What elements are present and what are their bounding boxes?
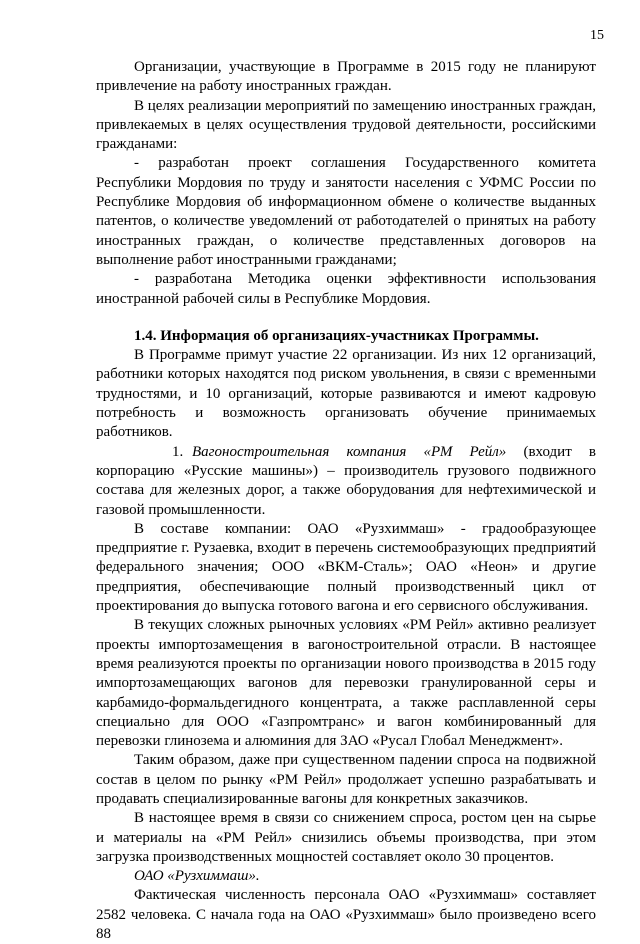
paragraph-organizations-foreign: Организации, участвующие в Программе в 2015 году не планируют привлечение на работу иностранных граждан. (96, 59, 596, 95)
company-name: Вагоностроительная компания «РМ Рейл» (192, 443, 507, 460)
paragraph-conclusion: Таким образом, даже при существенном падении спроса на подвижной состав в целом по рынку «РМ Рейл» продолжает успешно разрабатывать и продавать специализированные вагоны для конкретных заказчиков. (96, 752, 596, 807)
paragraph-production-decline: В настоящее время в связи со снижением спроса, ростом цен на сырье и материалы на «РМ Рейл» снизились объемы производства, при этом загрузка производственных мощностей составляет около 30 процентов. (96, 810, 596, 865)
list-item-number: 1. (172, 443, 184, 460)
bullet-agreement: - разработан проект соглашения Государственного комитета Республики Мордовия по труду и занятости населения с УФМС России по Республике Мордовия об информационном обмене о количестве выданных патентов, о количестве уведомлений от работодателей о принятых на работу иностранных граждан, о количестве представленных договоров на выполнение работ иностранными гражданами; (96, 155, 596, 268)
bullet-methodology: - разработана Методика оценки эффективности использования иностранной рабочей силы в Республике Мордовия. (96, 271, 596, 307)
paragraph-replacement-measures: В целях реализации мероприятий по замещению иностранных граждан, привлекаемых в целях осуществления трудовой деятельности, российскими гражданами: (96, 97, 596, 153)
spacer (96, 309, 596, 327)
paragraph-import-substitution: В текущих сложных рыночных условиях «РМ Рейл» активно реализует проекты импортозамещения в вагоностроительной отрасли. В настоящее время реализуются проекты по организации нового производства в 2015 году импортозамещающих вагонов для перевозки гранулированной серы и карбамидо-формальдегидного концентрата, а также расплавленной серы специально для ООО «Газпромтранс» и вагон комбинированный для перевозки глинозема и алюминия для ЗАО «Русал Глобал Менеджмент». (96, 617, 596, 750)
document-body (96, 58, 596, 944)
subheading-ruzkhimmash: ОАО «Рузхиммаш». (134, 868, 260, 885)
page-number: 15 (590, 28, 604, 43)
paragraph-participants: В Программе примут участие 22 организации. Из них 12 организаций, работники которых находятся под риском увольнения, в связи с временными трудностями, и 10 организаций, которые развиваются и имеют кадровую потребность и возможность организовать обучение принимаемых работников. (96, 347, 596, 441)
list-item-rm-rail (96, 443, 596, 520)
company-description: (входит в корпорацию «Русские машины») – производитель грузового подвижного состава для железных дорог, а также оборудования для нефтехимической и газовой промышленности. (96, 443, 596, 518)
paragraph-company-composition: В составе компании: ОАО «Рузхиммаш» - градообразующее предприятие г. Рузаевка, входит в перечень системообразующих предприятий федерального значения; ООО «ВКМ-Сталь»; ОАО «Неон» и другие предприятия, обеспечивающие полный производственный цикл от проектирования до выпуска готового вагона и его сервисного обслуживания. (96, 520, 596, 615)
section-heading: 1.4. Информация об организациях-участниках Программы. (134, 327, 539, 344)
paragraph-personnel: Фактическая численность персонала ОАО «Рузхиммаш» составляет 2582 человека. С начала года на ОАО «Рузхиммаш» было произведено всего 88 (96, 887, 596, 943)
